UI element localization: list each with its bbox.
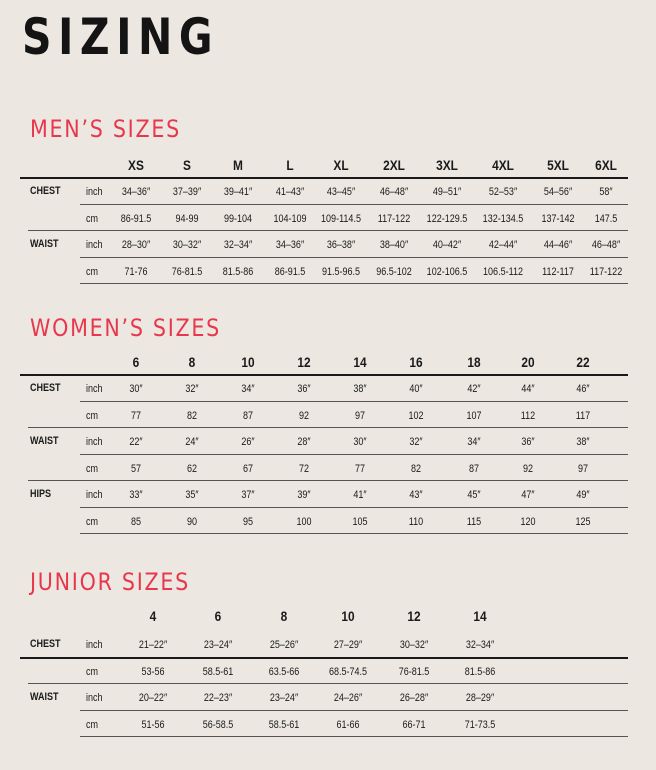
table-cell: 43″: [409, 489, 423, 501]
table-cell: 94-99: [175, 212, 199, 225]
row-divider: [28, 427, 628, 428]
table-cell: 30″: [129, 383, 143, 395]
table-cell: 92: [298, 409, 310, 422]
measure-label: CHEST: [30, 185, 61, 197]
table-cell: 51-56: [141, 718, 165, 731]
table-cell: 46–48″: [379, 186, 409, 198]
size-header: L: [286, 157, 294, 173]
size-header: 14: [473, 608, 487, 624]
table-cell: 82: [186, 409, 198, 422]
measure-label: WAIST: [30, 238, 59, 250]
size-header: 4XL: [492, 157, 514, 173]
table-cell: 39–41″: [223, 186, 253, 198]
size-header: 6XL: [595, 157, 617, 173]
page-title: SIZING: [22, 8, 220, 66]
row-divider: [28, 230, 628, 231]
table-cell: 122-129.5: [426, 212, 468, 225]
table-cell: 34–36″: [275, 239, 305, 251]
table-cell: 68.5-74.5: [328, 665, 368, 678]
row-divider: [28, 480, 628, 481]
unit-label: inch: [86, 639, 103, 651]
table-cell: 58.5-61: [268, 718, 300, 731]
table-cell: 53-56: [141, 665, 165, 678]
unit-label: cm: [86, 462, 99, 475]
table-cell: 56-58.5: [202, 718, 234, 731]
table-cell: 61-66: [336, 718, 360, 731]
size-header: 3XL: [436, 157, 458, 173]
table-cell: 25–26″: [269, 639, 299, 651]
table-cell: 28″: [297, 436, 311, 448]
size-section-womens: [0, 314, 656, 528]
table-cell: 44″: [521, 383, 535, 395]
table-cell: 37″: [241, 489, 255, 501]
table-cell: 34″: [467, 436, 481, 448]
table-cell: 40″: [409, 383, 423, 395]
table-cell: 112: [520, 409, 536, 422]
table-cell: 36″: [297, 383, 311, 395]
table-cell: 106.5-112: [483, 265, 523, 278]
table-cell: 23–24″: [269, 692, 299, 704]
table-cell: 81.5-86: [222, 265, 254, 278]
table-cell: 115: [466, 515, 482, 528]
table-cell: 30–32″: [172, 239, 202, 251]
table-cell: 42″: [467, 383, 481, 395]
size-header: 5XL: [547, 157, 569, 173]
table-cell: 44–46″: [543, 239, 573, 251]
table-cell: 112-117: [542, 265, 574, 278]
size-header: XL: [333, 157, 349, 173]
row-divider: [80, 736, 628, 737]
table-cell: 58.5-61: [202, 665, 234, 678]
table-cell: 22–23″: [203, 692, 233, 704]
row-divider: [28, 683, 628, 684]
size-header: 8: [188, 354, 196, 370]
table-cell: 45″: [467, 489, 481, 501]
table-cell: 23–24″: [203, 639, 233, 651]
table-cell: 54–56″: [543, 186, 573, 198]
size-header: 6: [214, 608, 222, 624]
table-cell: 90: [186, 515, 198, 528]
size-header: 20: [521, 354, 535, 370]
size-header: M: [233, 157, 243, 173]
table-cell: 102: [408, 409, 424, 422]
table-cell: 36–38″: [326, 239, 356, 251]
table-cell: 71-76: [124, 265, 148, 278]
size-header: 10: [241, 354, 255, 370]
size-header: 2XL: [383, 157, 405, 173]
table-cell: 41″: [353, 489, 367, 501]
measure-label: WAIST: [30, 691, 59, 703]
row-divider: [80, 533, 628, 534]
table-cell: 26–28″: [399, 692, 429, 704]
table-cell: 76-81.5: [398, 665, 430, 678]
row-divider: [80, 283, 628, 284]
table-cell: 92: [522, 462, 534, 475]
table-cell: 77: [130, 409, 142, 422]
unit-label: cm: [86, 409, 99, 422]
table-cell: 105: [352, 515, 368, 528]
table-cell: 40–42″: [432, 239, 462, 251]
table-cell: 41–43″: [275, 186, 305, 198]
table-cell: 28–30″: [121, 239, 151, 251]
size-section-mens: [0, 117, 656, 317]
table-cell: 86-91.5: [274, 265, 306, 278]
row-divider: [80, 257, 628, 258]
table-cell: 132-134.5: [482, 212, 524, 225]
table-cell: 20–22″: [138, 692, 168, 704]
unit-label: inch: [86, 239, 103, 251]
table-cell: 57: [130, 462, 142, 475]
table-cell: 38″: [353, 383, 367, 395]
row-divider: [80, 710, 628, 711]
table-cell: 35″: [185, 489, 199, 501]
size-header: S: [183, 157, 191, 173]
unit-label: cm: [86, 665, 99, 678]
table-cell: 97: [354, 409, 366, 422]
table-cell: 99-104: [223, 212, 253, 225]
size-header: 4: [149, 608, 157, 624]
table-cell: 71-73.5: [464, 718, 496, 731]
size-header: 18: [467, 354, 481, 370]
unit-label: inch: [86, 186, 103, 198]
table-cell: 38″: [576, 436, 590, 448]
table-cell: 72: [298, 462, 310, 475]
table-cell: 63.5-66: [268, 665, 300, 678]
size-header: 12: [407, 608, 421, 624]
size-header: XS: [128, 157, 144, 173]
table-cell: 30″: [353, 436, 367, 448]
header-divider: [20, 177, 628, 179]
section-title-womens: WOMEN’S SIZES: [30, 314, 222, 342]
measure-label: CHEST: [30, 382, 61, 394]
table-cell: 24–26″: [333, 692, 363, 704]
table-cell: 104-109: [273, 212, 307, 225]
size-header: 10: [341, 608, 355, 624]
table-cell: 107: [466, 409, 482, 422]
table-cell: 102-106.5: [426, 265, 468, 278]
table-cell: 38–40″: [379, 239, 409, 251]
table-cell: 67: [242, 462, 254, 475]
table-cell: 32–34″: [223, 239, 253, 251]
table-cell: 117: [575, 409, 591, 422]
size-header: 14: [353, 354, 367, 370]
table-cell: 47″: [521, 489, 535, 501]
unit-label: inch: [86, 489, 103, 501]
unit-label: cm: [86, 718, 99, 731]
table-cell: 62: [186, 462, 198, 475]
table-cell: 49″: [576, 489, 590, 501]
measure-label: HIPS: [30, 488, 52, 500]
table-cell: 97: [577, 462, 589, 475]
size-header: 16: [409, 354, 423, 370]
table-cell: 46″: [576, 383, 590, 395]
measure-label: CHEST: [30, 638, 61, 650]
size-header: 6: [132, 354, 140, 370]
header-divider: [20, 374, 628, 376]
table-cell: 137-142: [541, 212, 575, 225]
table-cell: 22″: [129, 436, 143, 448]
table-cell: 117-122: [589, 265, 623, 278]
size-header: 12: [297, 354, 311, 370]
table-cell: 32″: [409, 436, 423, 448]
table-cell: 76-81.5: [171, 265, 203, 278]
size-section-junior: [0, 570, 656, 770]
row-divider: [80, 204, 628, 205]
unit-label: inch: [86, 383, 103, 395]
table-cell: 37–39″: [172, 186, 202, 198]
table-cell: 34″: [241, 383, 255, 395]
table-cell: 86-91.5: [120, 212, 152, 225]
unit-label: cm: [86, 515, 99, 528]
table-cell: 120: [520, 515, 536, 528]
table-cell: 34–36″: [121, 186, 151, 198]
table-cell: 33″: [129, 489, 143, 501]
table-cell: 100: [296, 515, 312, 528]
table-cell: 66-71: [402, 718, 426, 731]
section-title-mens: MEN’S SIZES: [30, 115, 181, 143]
unit-label: inch: [86, 692, 103, 704]
section-title-junior: JUNIOR SIZES: [30, 568, 190, 596]
table-cell: 58″: [599, 186, 613, 198]
table-cell: 85: [130, 515, 142, 528]
table-cell: 96.5-102: [376, 265, 412, 278]
row-divider: [80, 507, 628, 508]
table-cell: 87: [468, 462, 480, 475]
table-cell: 52–53″: [488, 186, 518, 198]
measure-label: WAIST: [30, 435, 59, 447]
table-cell: 87: [242, 409, 254, 422]
row-divider: [80, 401, 628, 402]
table-cell: 46–48″: [591, 239, 621, 251]
table-cell: 36″: [521, 436, 535, 448]
table-cell: 21–22″: [138, 639, 168, 651]
table-cell: 28–29″: [465, 692, 495, 704]
unit-label: cm: [86, 212, 99, 225]
unit-label: inch: [86, 436, 103, 448]
table-cell: 117-122: [377, 212, 411, 225]
table-cell: 82: [410, 462, 422, 475]
row-divider: [80, 454, 628, 455]
table-cell: 26″: [241, 436, 255, 448]
table-cell: 81.5-86: [464, 665, 496, 678]
table-cell: 32–34″: [465, 639, 495, 651]
size-header: 8: [280, 608, 288, 624]
table-cell: 39″: [297, 489, 311, 501]
table-cell: 24″: [185, 436, 199, 448]
table-cell: 77: [354, 462, 366, 475]
table-cell: 30–32″: [399, 639, 429, 651]
table-cell: 91.5-96.5: [321, 265, 361, 278]
unit-label: cm: [86, 265, 99, 278]
table-cell: 43–45″: [326, 186, 356, 198]
table-cell: 27–29″: [333, 639, 363, 651]
table-cell: 42–44″: [488, 239, 518, 251]
table-cell: 32″: [185, 383, 199, 395]
table-cell: 147.5: [594, 212, 618, 225]
size-header: 22: [576, 354, 590, 370]
table-cell: 49–51″: [432, 186, 462, 198]
table-cell: 109-114.5: [321, 212, 361, 225]
row-divider: [20, 657, 628, 659]
table-cell: 110: [408, 515, 424, 528]
table-cell: 125: [575, 515, 591, 528]
table-cell: 95: [242, 515, 254, 528]
